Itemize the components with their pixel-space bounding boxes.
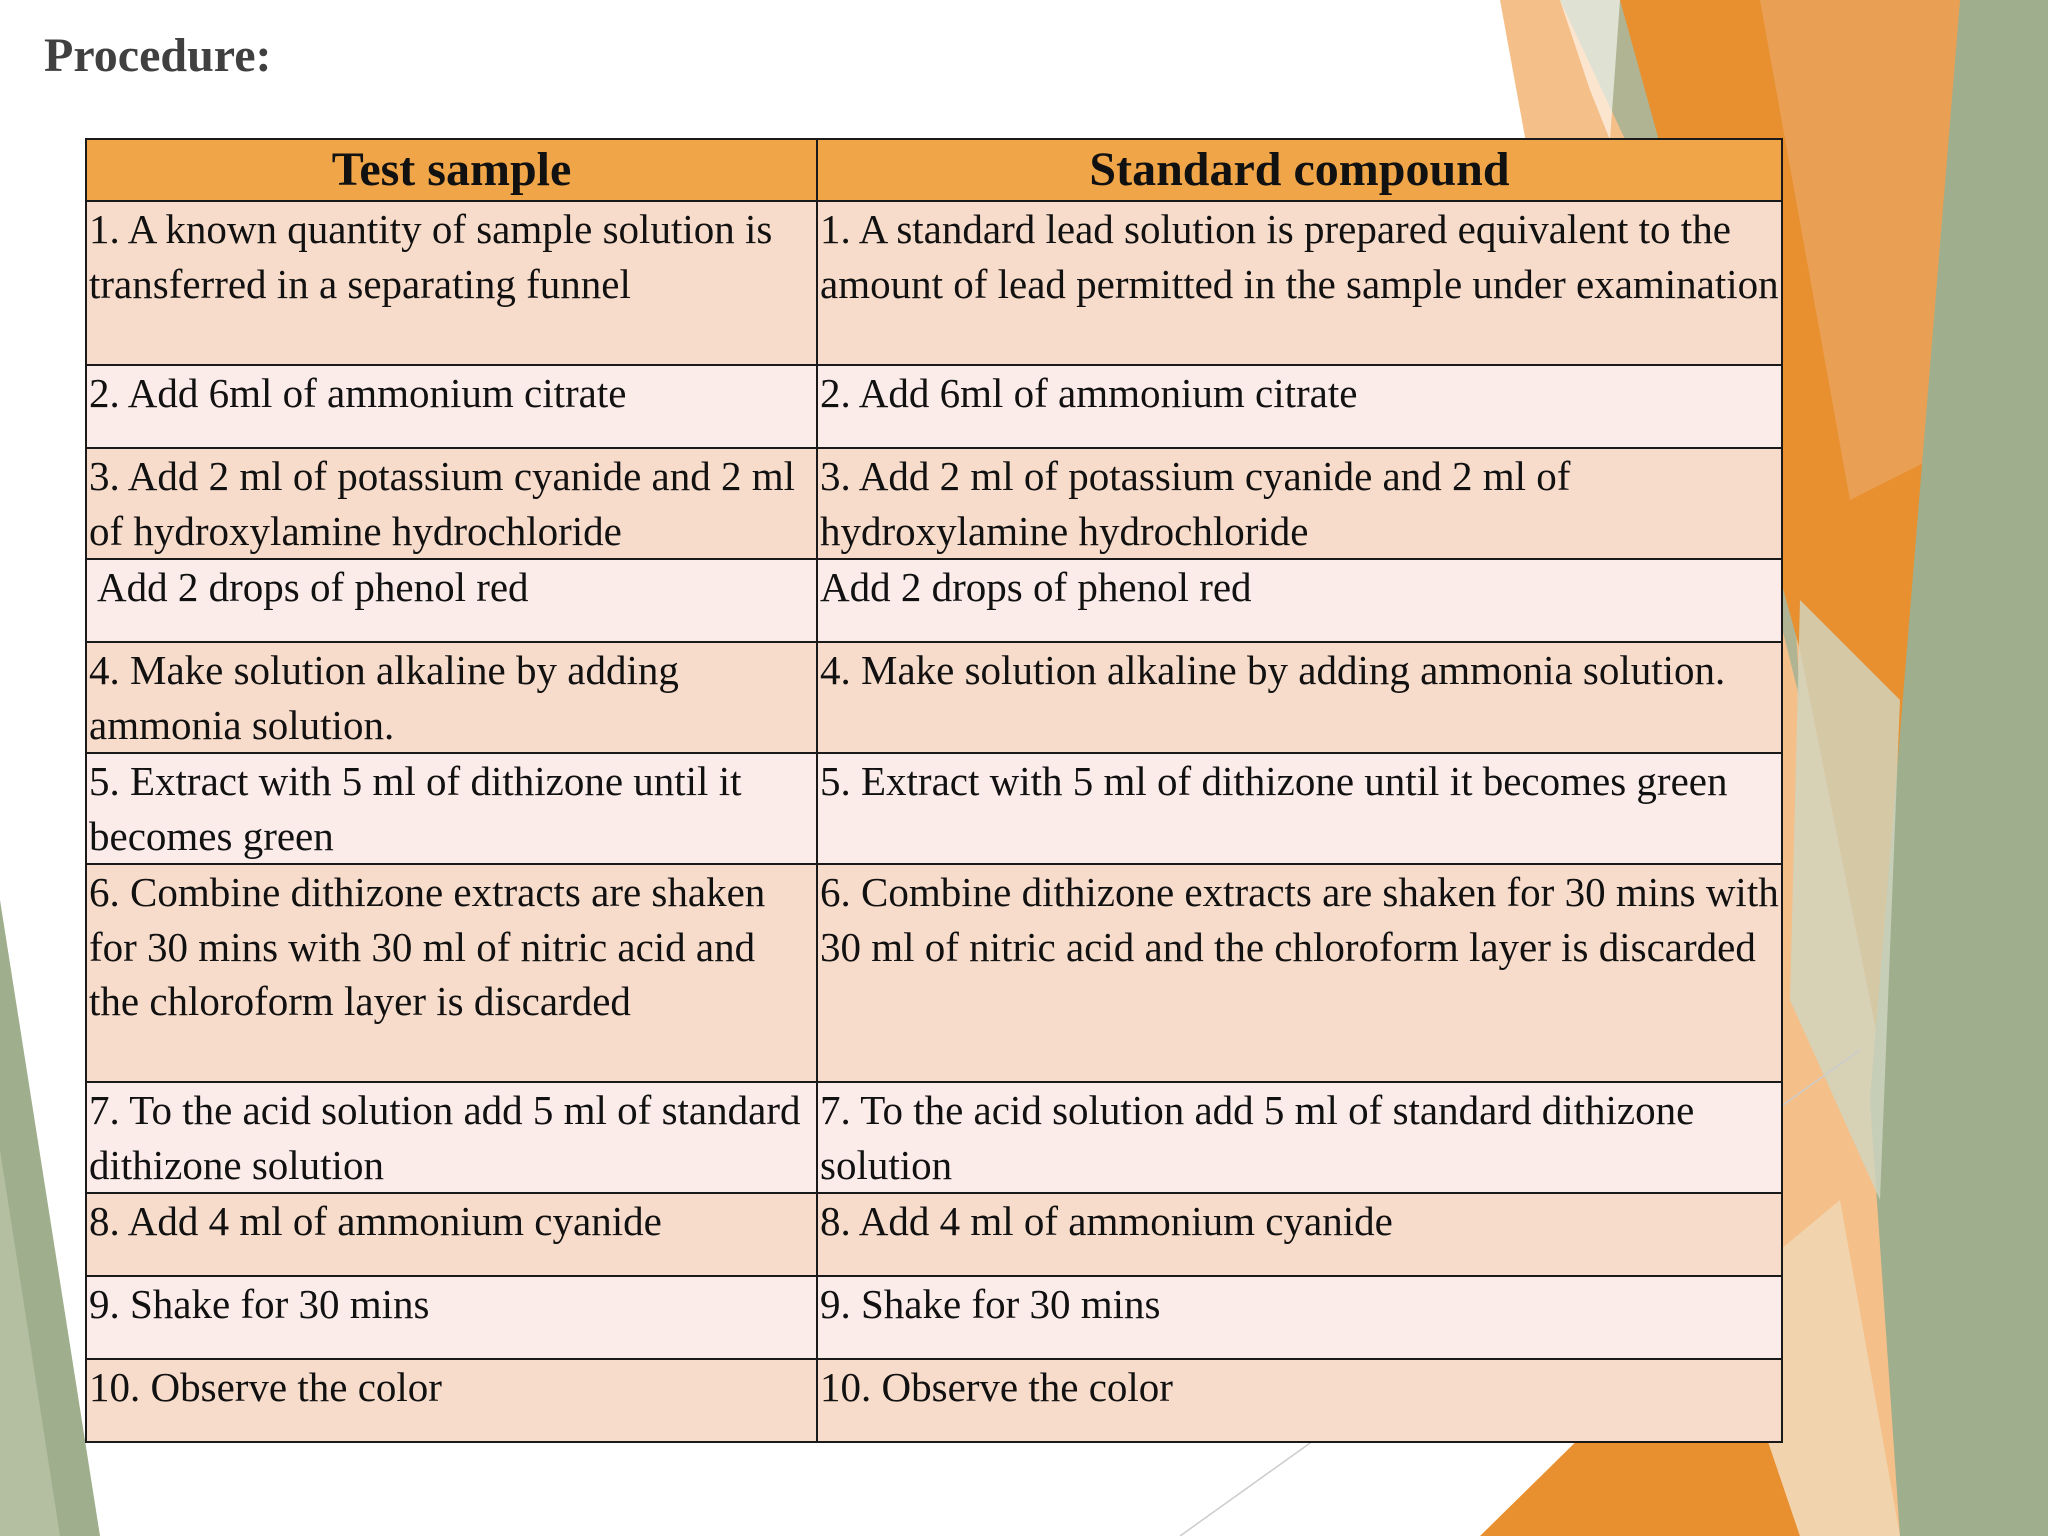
standard-cell: 3. Add 2 ml of potassium cyanide and 2 ml of hydroxylamine hydrochloride — [817, 448, 1782, 559]
test-cell: 10. Observe the color — [86, 1359, 817, 1442]
standard-cell: 4. Make solution alkaline by adding ammonia solution. — [817, 642, 1782, 753]
test-cell: 3. Add 2 ml of potassium cyanide and 2 ml of hydroxylamine hydrochloride — [86, 448, 817, 559]
test-cell: 6. Combine dithizone extracts are shaken for 30 mins with 30 ml of nitric acid and the chloroform layer is discarded — [86, 864, 817, 1082]
page-title: Procedure: — [44, 29, 272, 82]
table-header-row — [86, 139, 1782, 201]
table-row — [86, 559, 1782, 642]
standard-cell: 8. Add 4 ml of ammonium cyanide — [817, 1193, 1782, 1276]
table-row — [86, 1276, 1782, 1359]
table-row — [86, 365, 1782, 448]
table-row — [86, 201, 1782, 365]
table-row — [86, 864, 1782, 1082]
test-cell: 7. To the acid solution add 5 ml of standard dithizone solution — [86, 1082, 817, 1193]
test-cell: Add 2 drops of phenol red — [86, 559, 817, 642]
standard-cell: 2. Add 6ml of ammonium citrate — [817, 365, 1782, 448]
table-row — [86, 753, 1782, 864]
table-row — [86, 1082, 1782, 1193]
table-row — [86, 1193, 1782, 1276]
standard-cell: 1. A standard lead solution is prepared equivalent to the amount of lead permitted in the sample under examination — [817, 201, 1782, 365]
header-standard-compound: Standard compound — [817, 139, 1782, 201]
test-cell: 2. Add 6ml of ammonium citrate — [86, 365, 817, 448]
standard-cell: 9. Shake for 30 mins — [817, 1276, 1782, 1359]
standard-cell: 7. To the acid solution add 5 ml of standard dithizone solution — [817, 1082, 1782, 1193]
test-cell: 9. Shake for 30 mins — [86, 1276, 817, 1359]
standard-cell: 5. Extract with 5 ml of dithizone until it becomes green — [817, 753, 1782, 864]
test-cell: 4. Make solution alkaline by adding ammonia solution. — [86, 642, 817, 753]
test-cell: 5. Extract with 5 ml of dithizone until it becomes green — [86, 753, 817, 864]
standard-cell: Add 2 drops of phenol red — [817, 559, 1782, 642]
test-cell: 1. A known quantity of sample solution is transferred in a separating funnel — [86, 201, 817, 365]
procedure-table — [85, 138, 1783, 1443]
standard-cell: 6. Combine dithizone extracts are shaken for 30 mins with 30 ml of nitric acid and the chloroform layer is discarded — [817, 864, 1782, 1082]
standard-cell: 10. Observe the color — [817, 1359, 1782, 1442]
table-row — [86, 448, 1782, 559]
header-test-sample: Test sample — [86, 139, 817, 201]
test-cell: 8. Add 4 ml of ammonium cyanide — [86, 1193, 817, 1276]
table-row — [86, 642, 1782, 753]
table-row — [86, 1359, 1782, 1442]
